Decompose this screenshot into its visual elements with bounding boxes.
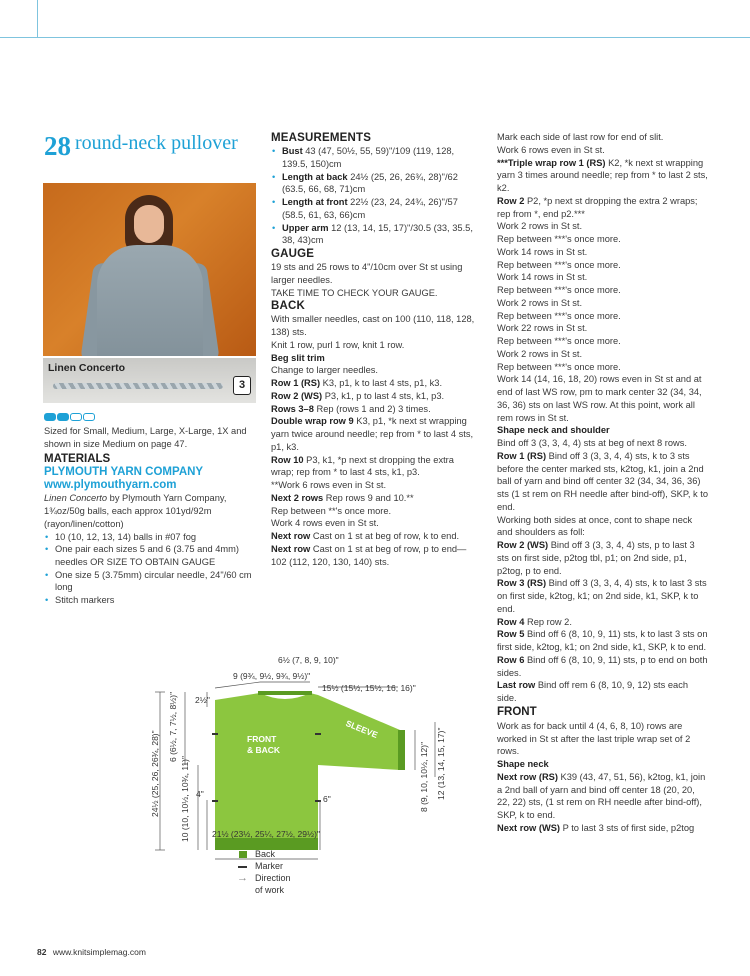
- skill-level-icon: [44, 408, 96, 426]
- schematic-diagram: [140, 652, 465, 907]
- body-shape: [215, 693, 318, 850]
- gauge-text: 19 sts and 25 rows to 4"/10cm over St st using larger needles.: [271, 262, 463, 285]
- list-item: • One size 5 (3.75mm) circular needle, 24"/60 cm long: [44, 569, 257, 594]
- list-item: • Stitch markers: [44, 594, 257, 607]
- yarn-company: PLYMOUTH YARN COMPANY: [44, 466, 204, 479]
- dim-slit: 4": [196, 789, 204, 799]
- dim-upper-arm-b: 12 (13, 14, 15, 17)": [436, 727, 446, 800]
- dim-armhole: 6 (6½, 7, 7½, 8½)": [168, 691, 178, 762]
- yarn-weight-badge: 3: [233, 376, 251, 395]
- body-label-2: & BACK: [247, 745, 281, 755]
- cuff-band: [398, 730, 405, 770]
- yarn-label: Linen Concerto: [48, 362, 126, 374]
- list-item: • Length at front 22½ (23, 24, 24¾, 26)"/57 (58.5, 61, 63, 66)cm: [271, 196, 479, 222]
- materials-heading: MATERIALS: [44, 453, 111, 466]
- legend: [237, 848, 291, 896]
- materials-list: [44, 531, 257, 607]
- dim-neck-depth: 2½": [195, 695, 210, 705]
- front-neck-heading: Shape neck: [497, 759, 549, 769]
- list-item: • Upper arm 12 (13, 14, 15, 17)"/30.5 (33, 35.5, 38, 43)cm: [271, 222, 479, 248]
- materials-column: [44, 425, 257, 607]
- gauge-check: TAKE TIME TO CHECK YOUR GAUGE.: [271, 287, 438, 298]
- dim-side: 10 (10, 10½, 10¾, 11)": [180, 755, 190, 842]
- back-heading: BACK: [271, 300, 306, 313]
- legend-back: Back: [237, 848, 291, 860]
- pattern-name: round-neck pullover: [75, 132, 238, 154]
- yarn-description: Linen Concerto by Plymouth Yarn Company, 1¾oz/50g balls, each approx 101yd/92m (rayon/linen/cotton): [44, 493, 227, 529]
- neck-band: [258, 691, 312, 695]
- dim-length-back: 24½ (25, 26, 26¾, 28)": [150, 730, 160, 817]
- list-item: • One pair each sizes 5 and 6 (3.75 and 4mm) needles OR SIZE TO OBTAIN GAUGE: [44, 543, 257, 568]
- list-item: • Bust 43 (47, 50½, 55, 59)"/109 (119, 128, 139.5, 150)cm: [271, 145, 479, 171]
- model-photo: [43, 183, 256, 356]
- dim-shoulder: 9 (9¾, 9½, 9¾, 9½)": [233, 671, 311, 681]
- list-item: • Length at back 24½ (25, 26, 26¾, 28)"/62 (63.5, 66, 68, 71)cm: [271, 171, 479, 197]
- yarn-strand-image: [53, 383, 223, 389]
- pattern-title: [44, 133, 254, 159]
- marker: [315, 733, 321, 735]
- footer-site: www.knitsimplemag.com: [52, 947, 146, 957]
- marker: [212, 733, 218, 735]
- measurements-list: [271, 145, 479, 247]
- front-heading: FRONT: [497, 705, 537, 718]
- legend-direction: → Direction of work: [237, 872, 291, 895]
- marker: [212, 800, 218, 802]
- dim-width: 21½ (23½, 25¼, 27½, 29½)": [212, 829, 320, 839]
- size-intro: Sized for Small, Medium, Large, X-Large, 1X and shown in size Medium on page 47.: [44, 426, 247, 449]
- dim-upper-arm-a: 8 (9, 10, 10½, 12)": [419, 741, 429, 812]
- page-number: 82: [37, 947, 47, 957]
- dim-sleeve-length: 15½ (15½, 15½, 16, 16)": [322, 683, 416, 693]
- arrow-right-icon: →: [237, 872, 248, 884]
- body-label-1: FRONT: [247, 734, 277, 744]
- dim-cuff: 6": [323, 794, 331, 804]
- shape-neck-shoulder-heading: Shape neck and shoulder: [497, 425, 610, 436]
- sleeve-label: SLEEVE: [344, 718, 380, 740]
- top-rule: [0, 37, 750, 38]
- back-swatch-icon: [239, 851, 247, 858]
- slit-heading: Beg slit trim: [271, 352, 325, 363]
- dim-neck-width: 6½ (7, 8, 9, 10)": [278, 655, 339, 665]
- measurements-heading: MEASUREMENTS: [271, 132, 372, 144]
- page-footer: [37, 947, 146, 957]
- gauge-heading: GAUGE: [271, 248, 315, 260]
- legend-marker: Marker: [237, 860, 291, 872]
- instructions-column-2: Mark each side of last row for end of slit. Work 6 rows even in St st. ***Triple wrap row 1 (RS) K2, *k next st wrapping yarn 3 times around needle; rep from * to last 2 sts, k2. Row 2 P2, *p next st dropping the extra 2 wraps; rep from *, end p2.*** Work 2 rows in St st. Rep between ***'s once more. Work 14 rows in St st. Rep between ***'s once more. Work 14 rows in St st. Rep between ***'s once more. Work 2 rows in St st. Rep between ***'s once more. Work 22 rows in St st. Rep between ***'s once more. Work 2 rows in St st. Rep between ***'s once more. Work 14 (14, 16, 18, 20) rows even in St st and at end of last WS row, pm to mark center 32 (34, 34, 36, 36) sts on last WS row. At this point, work all rem rows in St st. Shape neck and shoulder Bind off 3 (3, 3, 4, 4) sts at beg of next 8 rows. Row 1 (RS) Bind off 3 (3, 3, 4, 4) sts, k to 3 sts before the center marked sts, k2tog, k1, join a 2nd ball of yarn and bind off center 32 (34, 34, 36, 36) sts (1 st rem on RH needle after bind-off), SKP, k to end. Working both sides at once, cont to shape neck and shoulders as foll: Row 2 (WS) Bind off 3 (3, 3, 4, 4) sts, p to last 3 sts on first side, p2tog tbl, p1; on 2nd side, p1, p2tog, p to end. Row 3 (RS) Bind off 3 (3, 3, 4, 4) sts, k to last 3 sts on first side, k2tog, k1; on 2nd side, k1, SKP, k to end. Row 4 Rep row 2. Row 5 Bind off 6 (8, 10, 9, 11) sts, k to last 3 sts on first side, k2tog, k1; on 2nd side, k1, SKP, k to end. Row 6 Bind off 6 (8, 10, 9, 11) sts, p to end on both sides. Last row Bind off rem 6 (8, 10, 9, 12) sts each side. FRONT Work as for back until 4 (4, 6, 8, 10) rows are worked in St st after the last triple wrap set of 2 rows. Shape neck Next row (RS) K39 (43, 47, 51, 56), k2tog, k1, join a 2nd ball of yarn and bind off center 18 (20, 20, 22, 22) sts, (1 st rem on RH needle after bind-off), SKP, k to end. Next row (WS) P to last 3 sts of first side, p2tog: [497, 132, 708, 833]
- instructions-column-1: MEASUREMENTS • Bust 43 (47, 50½, 55, 59)"/109 (119, 128, 139.5, 150)cm • Length at back 24½ (25, 26, 26¾, 28)"/62 (63.5, 66, 68, 71)cm • Length at front 22½ (23, 24, 24¾, 26)"/57 (58.5, 61, 63, 66)cm • Upper arm 12 (13, 14, 15, 17)"/30.5 (33, 35.5, 38, 43)cm GAUGE 19 sts and 25 rows to 4"/10cm over St st using larger needles. TAKE TIME TO CHECK YOUR GAUGE. BACK With smaller needles, cast on 100 (110, 118, 128, 138) sts. Knit 1 row, purl 1 row, knit 1 row. Beg slit trim Change to larger needles. Row 1 (RS) K3, p1, k to last 4 sts, p1, k3. Row 2 (WS) P3, k1, p to last 4 sts, k1, p3. Rows 3–8 Rep (rows 1 and 2) 3 times. Double wrap row 9 K3, p1, *k next st wrapping yarn twice around needle; rep from * to last 4 sts, p1, k3. Row 10 P3, k1, *p next st dropping the extra wrap; rep from * to last 4 sts, k1, p3. **Work 6 rows even in St st. Next 2 rows Rep rows 9 and 10.** Rep between **'s once more. Work 4 rows even in St st. Next row Cast on 1 st at beg of row, k to end. Next row Cast on 1 st at beg of row, p to end—102 (112, 120, 130, 140) sts.: [271, 131, 479, 568]
- list-item: • 10 (10, 12, 13, 14) balls in #07 fog: [44, 531, 257, 544]
- crop-mark: [37, 0, 38, 37]
- marker-icon: [238, 866, 247, 868]
- company-url[interactable]: www.plymouthyarn.com: [44, 479, 177, 492]
- yarn-swatch: [43, 358, 256, 403]
- pattern-number: 28: [44, 131, 71, 161]
